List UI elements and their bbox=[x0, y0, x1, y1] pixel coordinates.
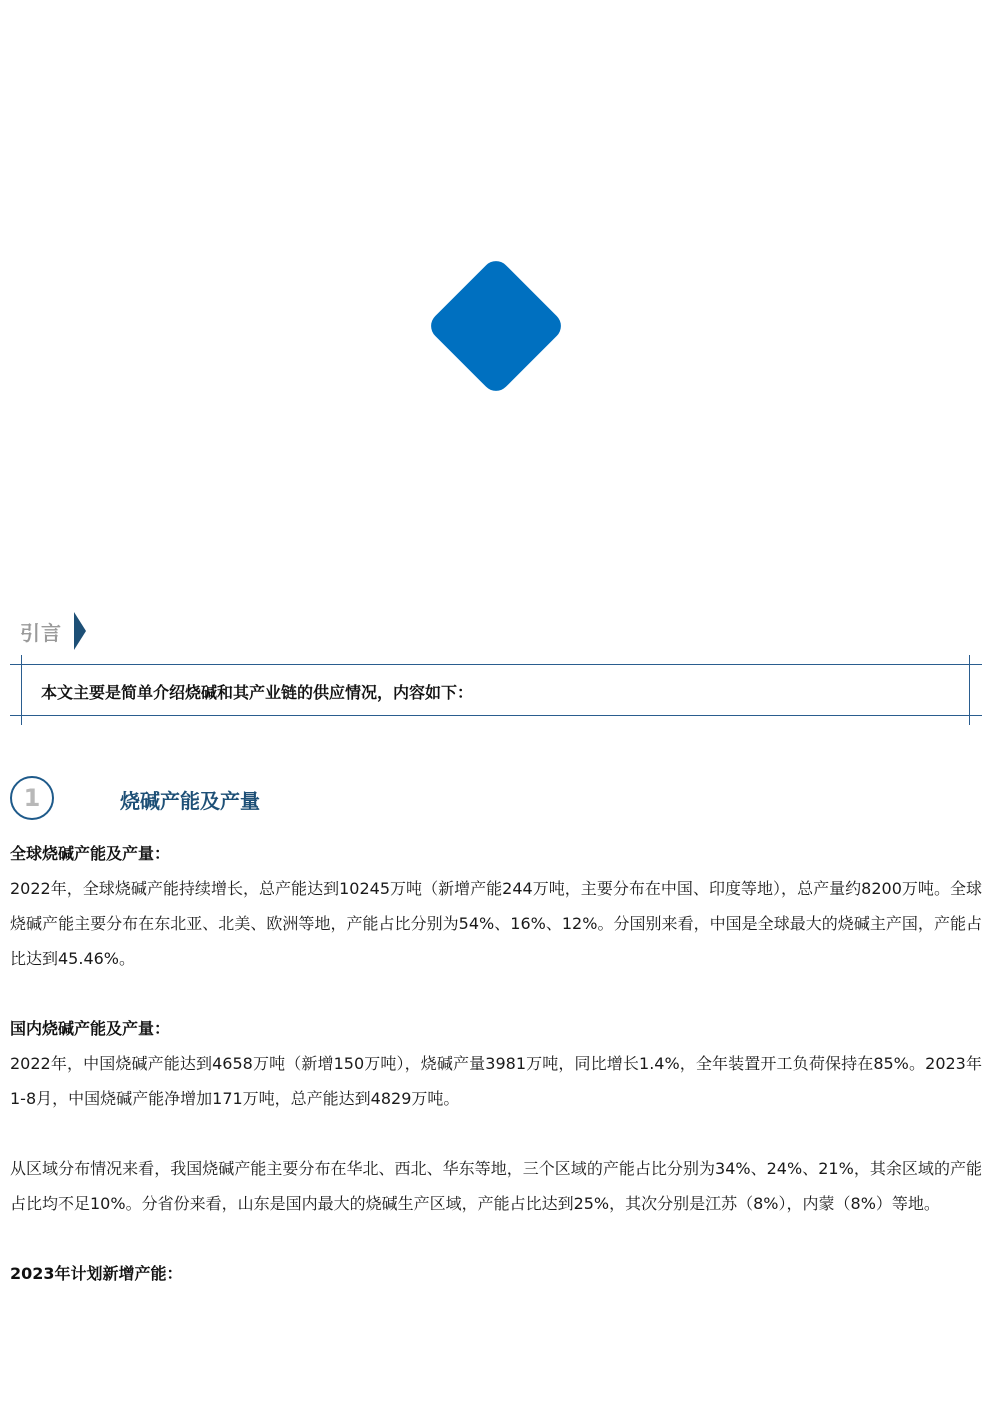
logo-diamond-icon bbox=[425, 255, 567, 397]
section-number-badge: 1 bbox=[10, 776, 54, 820]
intro-box-left-rule bbox=[21, 655, 22, 725]
intro-box-bottom-rule bbox=[10, 715, 982, 716]
planned-capacity-heading: 2023年计划新增产能： bbox=[10, 1264, 183, 1283]
global-capacity-heading: 全球烧碱产能及产量： bbox=[10, 844, 171, 863]
intro-label: 引言 bbox=[20, 620, 62, 645]
section-heading bbox=[10, 776, 610, 824]
chevron-right-icon bbox=[74, 612, 86, 650]
intro-box-top-rule bbox=[10, 664, 982, 665]
global-capacity-paragraph: 2022年，全球烧碱产能持续增长，总产能达到10245万吨（新增产能244万吨，主要分布在中国、印度等地），总产量约8200万吨。全球烧碱产能主要分布在东北亚、北美、欧洲等地，产能占比分别为54%、16%、12%。分国别来看，中国是全球最大的烧碱主产国，产能占比达到45.46%。 bbox=[10, 879, 982, 968]
intro-box-right-rule bbox=[969, 655, 970, 725]
intro-box bbox=[10, 655, 982, 725]
intro-text: 本文主要是简单介绍烧碱和其产业链的供应情况，内容如下： bbox=[41, 683, 474, 702]
regional-distribution-paragraph: 从区域分布情况来看，我国烧碱产能主要分布在华北、西北、华东等地，三个区域的产能占比分别为34%、24%、21%，其余区域的产能占比均不足10%。分省份来看，山东是国内最大的烧碱生产区域，产能占比达到25%，其次分别是江苏（8%），内蒙（8%）等地。 bbox=[10, 1159, 982, 1213]
domestic-capacity-paragraph: 2022年，中国烧碱产能达到4658万吨（新增150万吨），烧碱产量3981万吨，同比增长1.4%，全年装置开工负荷保持在85%。2023年1-8月，中国烧碱产能净增加171万吨，总产能达到4829万吨。 bbox=[10, 1054, 982, 1108]
intro-heading bbox=[20, 613, 86, 649]
article-body bbox=[10, 836, 982, 1291]
domestic-capacity-heading: 国内烧碱产能及产量： bbox=[10, 1019, 171, 1038]
section-title: 烧碱产能及产量 bbox=[120, 789, 260, 813]
